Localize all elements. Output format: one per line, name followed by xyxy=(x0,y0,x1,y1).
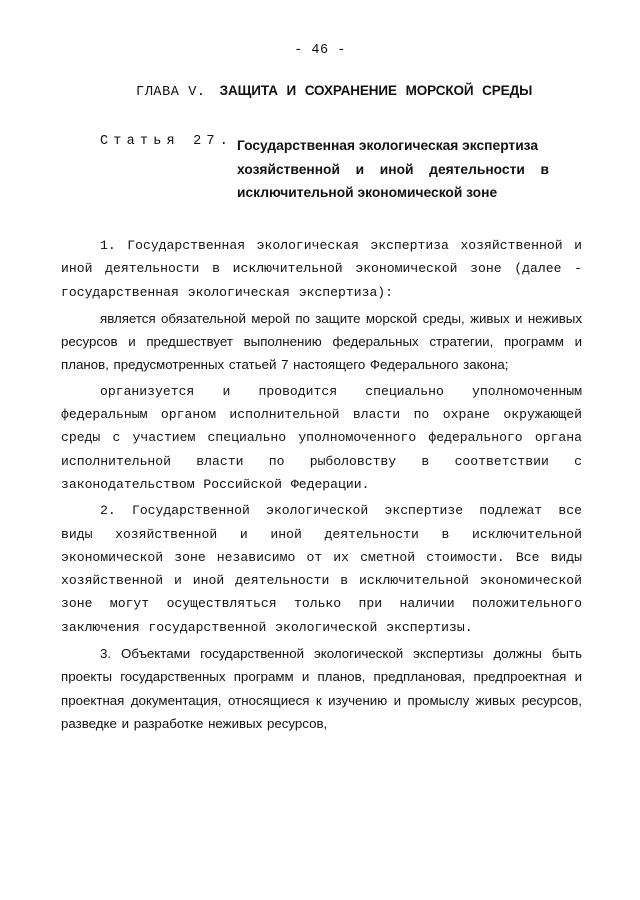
article-title-line: хозяйственной и иной деятельности в xyxy=(237,161,549,177)
article-title-line: исключительной экономической зоне xyxy=(237,185,498,200)
article-body xyxy=(61,234,582,735)
article-title-line: Государственная экологическая экспертиза xyxy=(237,138,539,153)
article-title xyxy=(237,134,549,205)
chapter-title: ЗАЩИТА И СОХРАНЕНИЕ МОРСКОЙ СРЕДЫ xyxy=(219,83,533,98)
chapter-heading xyxy=(136,83,532,100)
article-label: Статья 27. xyxy=(100,134,234,149)
paragraph-5: 3. Объектами государственной экологической экспертизы должны быть проекты государственных программ и планов, предплановая, предпроектная и проектная документация, относящиеся к изучению и промыслу живых ресурсов, разведке и разработке неживых ресурсов, xyxy=(61,646,582,731)
chapter-label: ГЛАВА V. xyxy=(136,85,206,100)
paragraph-2: является обязательной мерой по защите морской среды, живых и неживых ресурсов и предшествует выполнению федеральных стратегии, программ и планов, предусмотренных статьей 7 настоящего Федерального закона; xyxy=(61,310,582,373)
paragraph-4: 2. Государственной экологической экспертизе подлежат все виды хозяйственной и иной деятельности в исключительной экономической зоне независимо от их сметной стоимости. Все виды хозяйственной и иной деятельности в исключительной экономической зоне могут осуществляться только при наличии положительного заключения государственной экологической экспертизы. xyxy=(61,503,582,635)
page-number: - 46 - xyxy=(294,43,346,58)
paragraph-3: организуется и проводится специально уполномоченным федеральным органом исполнительной власти по охране окружающей среды с участием специально уполномоченного федерального органа исполнительной власти по рыболовству в соответствии с законодательством Российской Федерации. xyxy=(61,383,582,492)
paragraph-1: 1. Государственная экологическая экспертиза хозяйственной и иной деятельности в исключительной экономической зоне (далее - государственная экологическая экспертиза): xyxy=(61,238,582,300)
